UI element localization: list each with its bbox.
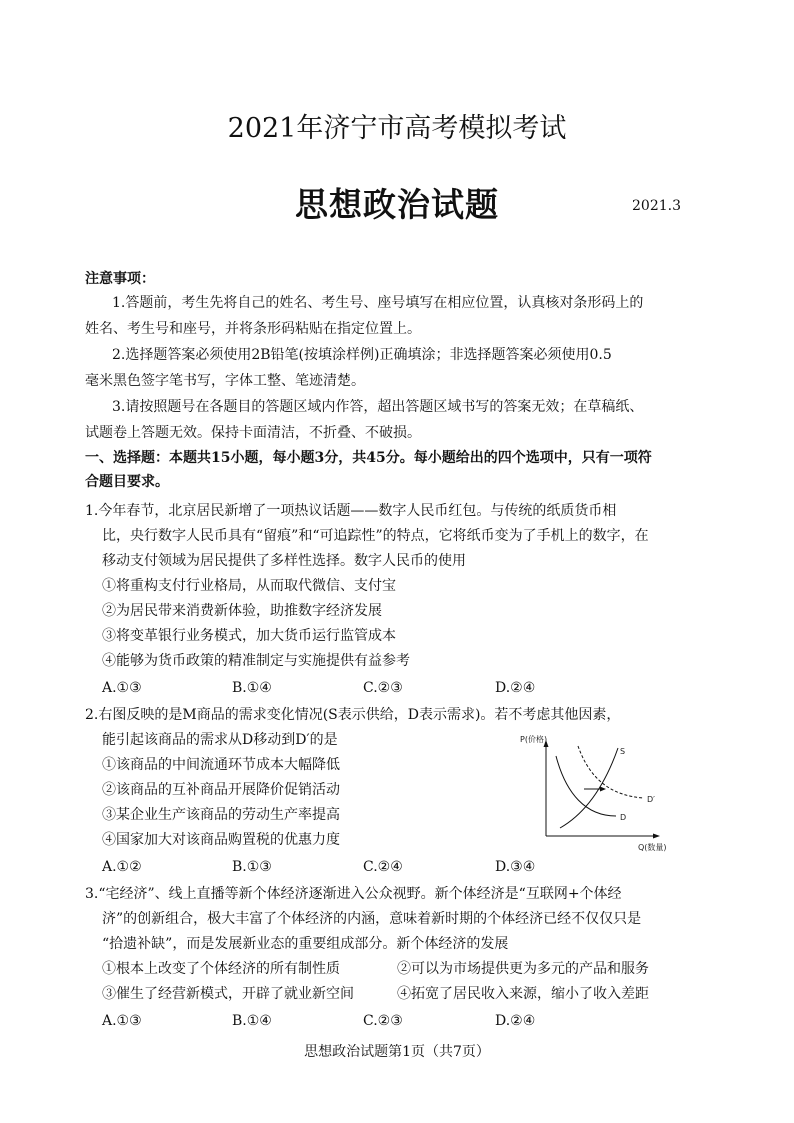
question-stem: 1.今年春节，北京居民新增了一项热议话题——数字人民币红包。与传统的纸质货币相 [85, 503, 617, 519]
question-item: ②为居民带来消费新体验，助推数字经济发展 [102, 603, 382, 619]
x-axis-arrow [653, 834, 660, 839]
notice-line: 2.选择题答案必须使用2B铅笔(按填涂样例)正确填涂；非选择题答案必须使用0.5 [112, 347, 612, 363]
question-stem: 移动支付领域为居民提供了多样性选择。数字人民币的使用 [102, 553, 466, 569]
page-footer: 思想政治试题第1页（共7页） [304, 1044, 490, 1060]
answer-option: D.②④ [495, 1013, 536, 1029]
question-item: ④拓宽了居民收入来源，缩小了收入差距 [397, 986, 649, 1002]
question-item: ③某企业生产该商品的劳动生产率提高 [102, 807, 340, 823]
section-heading: 合题目要求。 [85, 474, 169, 490]
supply-demand-graph [508, 732, 673, 856]
question-item: ③将变革银行业务模式，加大货币运行监管成本 [102, 628, 396, 644]
notice-heading: 注意事项： [85, 271, 155, 287]
shift-arrow-head [600, 787, 606, 792]
notice-line: 1.答题前，考生先将自己的姓名、考生号、座号填写在相应位置，认真核对条形码上的 [112, 295, 644, 311]
question-stem: 能引起该商品的需求从D移动到D′的是 [102, 732, 338, 748]
question-item: ②该商品的互补商品开展降价促销活动 [102, 782, 340, 798]
demand-shifted-label: D′ [647, 795, 655, 804]
answer-option: A.①③ [102, 680, 142, 696]
answer-option: C.②③ [363, 680, 403, 696]
question-stem: 比，央行数字人民币具有“留痕”和“可追踪性”的特点，它将纸币变为了手机上的数字，在 [102, 528, 649, 544]
question-item: ②可以为市场提供更为多元的产品和服务 [397, 961, 649, 977]
supply-label: S [620, 747, 626, 756]
question-stem: “拾遗补缺”，而是发展新业态的重要组成部分。新个体经济的发展 [102, 936, 509, 952]
question-item: ④能够为货币政策的精准制定与实施提供有益参考 [102, 653, 410, 669]
question-item: ①该商品的中间流通环节成本大幅降低 [102, 757, 340, 773]
answer-option: B.①③ [232, 859, 272, 875]
question-item: ①将重构支付行业格局，从而取代微信、支付宝 [102, 578, 396, 594]
question-stem: 济”的创新组合，极大丰富了个体经济的内涵，意味着新时期的个体经济已经不仅仅只是 [102, 911, 642, 927]
exam-title: 2021年济宁市高考模拟考试 [227, 113, 567, 144]
answer-option: D.③④ [495, 859, 536, 875]
question-item: ①根本上改变了个体经济的所有制性质 [102, 961, 340, 977]
answer-option: A.①③ [102, 1013, 142, 1029]
question-stem: 3.“宅经济”、线上直播等新个体经济逐渐进入公众视野。新个体经济是“互联网+个体经 [85, 886, 622, 902]
answer-option: B.①④ [232, 1013, 272, 1029]
demand-curve-shifted [578, 746, 644, 798]
demand-label: D [620, 813, 627, 822]
question-item: ④国家加大对该商品购置税的优惠力度 [102, 832, 340, 848]
question-stem: 2.右图反映的是M商品的需求变化情况(S表示供给，D表示需求)。若不考虑其他因素， [85, 707, 621, 723]
answer-option: D.②④ [495, 680, 536, 696]
notice-line: 姓名、考生号和座号，并将条形码粘贴在指定位置上。 [85, 321, 421, 337]
notice-line: 试题卷上答题无效。保持卡面清洁，不折叠、不破损。 [85, 425, 421, 441]
notice-line: 毫米黑色签字笔书写，字体工整、笔迹清楚。 [85, 373, 365, 389]
subject-title: 思想政治试题 [295, 185, 499, 224]
y-axis-label: P(价格) [520, 735, 548, 744]
x-axis-label: Q(数量) [638, 843, 667, 852]
answer-option: C.②③ [363, 1013, 403, 1029]
notice-line: 3.请按照题号在各题目的答题区域内作答，超出答题区域书写的答案无效；在草稿纸、 [112, 399, 644, 415]
answer-option: A.①② [102, 859, 142, 875]
question-item: ③催生了经营新模式，开辟了就业新空间 [102, 986, 354, 1002]
answer-option: C.②④ [363, 859, 403, 875]
exam-date: 2021.3 [632, 198, 681, 214]
answer-option: B.①④ [232, 680, 272, 696]
section-heading: 一、选择题：本题共15小题，每小题3分，共45分。每小题给出的四个选项中，只有一项符 [85, 450, 652, 466]
